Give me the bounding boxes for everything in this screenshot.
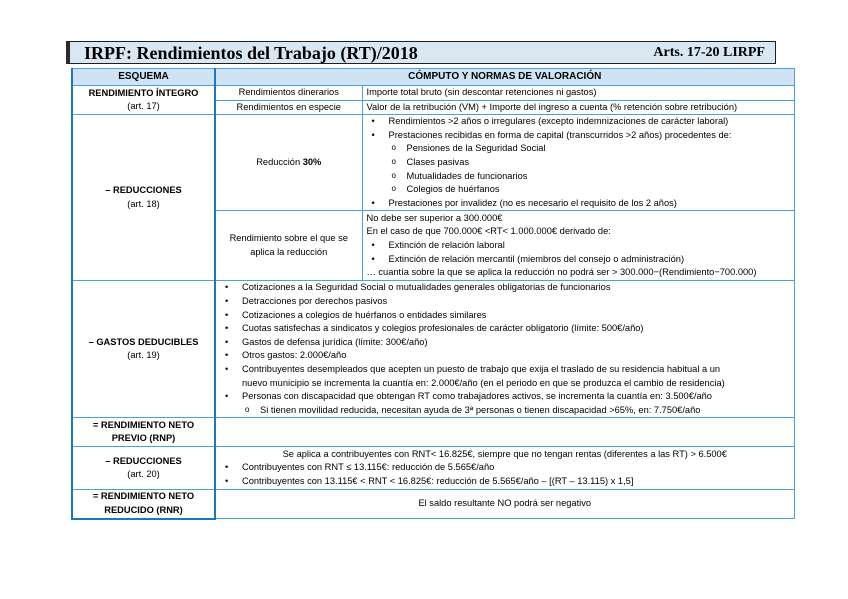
rnr-label-2: REDUCIDO (RNR) — [104, 505, 183, 516]
reducciones-label-cell — [72, 115, 215, 281]
base-line-2: En el caso de que 700.000€ <RT< 1.000.000€ derivado de: — [366, 226, 611, 237]
integro-value-2: Valor de la retribución (VM) + Importe del ingreso a cuenta (% retención sobre retribución) — [362, 100, 794, 115]
gastos-label-cell — [72, 281, 215, 418]
articles-reference: Arts. 17-20 LIRPF — [653, 45, 765, 60]
rnp-label-2: PREVIO (RNP) — [111, 433, 176, 444]
list-item: • Contribuyentes desempleados que acepten un puesto de trabajo que exija el traslado de su residencia habitual a un — [220, 363, 790, 377]
table-row — [72, 490, 794, 519]
header-esquema: ESQUEMA — [72, 69, 215, 86]
irpf-table — [71, 68, 795, 520]
table-row — [72, 281, 794, 418]
reducciones2-art: (art. 20) — [127, 469, 160, 480]
reducciones2-intro: Se aplica a contribuyentes con RNT< 16.825€, siempre que no tengan rentas (diferentes a las RT) > 6.500€ — [282, 448, 727, 459]
list-item: • Extinción de relación mercantil (miembros del consejo o administración) — [367, 253, 790, 267]
list-subitem: o Si tienen movilidad reducida, necesitan ayuda de 3ª personas o tienen discapacidad >65%, en: 7.750€/año — [220, 404, 790, 418]
reducciones2-detail — [215, 447, 794, 490]
reducciones-label: – REDUCCIONES — [105, 185, 182, 196]
reduccion-30-percent: 30% — [302, 156, 322, 167]
list-item: • Personas con discapacidad que obtengan RT como trabajadores activos, se incrementa la cuantía en: 3.500€/año — [220, 390, 790, 404]
list-item: • Contribuyentes con RNT ≤ 13.115€: reducción de 5.565€/año — [220, 461, 790, 475]
table-row — [72, 115, 794, 211]
list-item: • Otros gastos: 2.000€/año — [220, 349, 790, 363]
reduccion-30-prefix: Reducción — [256, 156, 303, 167]
rnp-detail — [215, 418, 794, 447]
gastos-label: – GASTOS DEDUCIBLES — [88, 336, 199, 347]
title-bar — [66, 41, 776, 64]
list-item: • Contribuyentes con 13.115€ < RNT < 16.825€: reducción de 5.565€/año – [(RT – 13.115) x 1,5] — [220, 475, 790, 489]
list-item: • Cotizaciones a la Seguridad Social o mutualidades generales obligatorias de funcionarios — [220, 281, 790, 295]
reducciones2-label: – REDUCCIONES — [105, 455, 182, 466]
integro-art: (art. 17) — [127, 101, 160, 112]
rnp-label-cell — [72, 418, 215, 447]
integro-concept-1: Rendimientos dinerarios — [215, 86, 362, 101]
table-header-row — [72, 69, 794, 86]
list-item-continuation: nuevo municipio se incrementa la cuantía en: 2.000€/año (en el periodo en que se produzca el cambio de residencia) — [242, 377, 725, 388]
reduccion-30-concept — [215, 115, 362, 211]
list-item: • Detracciones por derechos pasivos — [220, 295, 790, 309]
reduccion-base-concept: Rendimiento sobre el que se aplica la reducción — [215, 211, 362, 281]
list-subitem: o Clases pasivas — [367, 156, 790, 170]
rnr-label-cell — [72, 490, 215, 519]
reduccion-30-detail — [362, 115, 794, 211]
list-subitem: o Mutualidades de funcionarios — [367, 170, 790, 184]
gastos-art: (art. 19) — [127, 350, 160, 361]
list-item: • Prestaciones por invalidez (no es necesario el requisito de los 2 años) — [367, 197, 790, 211]
reducciones-art: (art. 18) — [127, 198, 160, 209]
base-line-1: No debe ser superior a 300.000€ — [366, 212, 503, 223]
rnr-label-1: = RENDIMIENTO NETO — [92, 491, 195, 502]
header-computo: CÓMPUTO Y NORMAS DE VALORACIÓN — [215, 69, 794, 86]
table-row — [72, 418, 794, 447]
list-item: • Extinción de relación laboral — [367, 239, 790, 253]
list-item: • Cuotas satisfechas a sindicatos y colegios profesionales de carácter obligatorio (límite: 500€/año) — [220, 322, 790, 336]
table-row — [72, 86, 794, 101]
base-line-3: … cuantía sobre la que se aplica la reducción no podrá ser > 300.000−(Rendimiento−700.000) — [366, 267, 757, 278]
table-row — [72, 447, 794, 490]
integro-label-cell — [72, 86, 215, 115]
page-title: IRPF: Rendimientos del Trabajo (RT)/2018 — [84, 43, 418, 63]
list-item: • Gastos de defensa jurídica (límite: 300€/año) — [220, 336, 790, 350]
reduccion-base-detail — [362, 211, 794, 281]
rnp-label-1: = RENDIMIENTO NETO — [92, 419, 195, 430]
rnr-note: El saldo resultante NO podrá ser negativo — [215, 490, 794, 519]
list-subitem: o Colegios de huérfanos — [367, 183, 790, 197]
reducciones2-label-cell — [72, 447, 215, 490]
list-item: • Cotizaciones a colegios de huérfanos o entidades similares — [220, 309, 790, 323]
integro-label: RENDIMIENTO ÍNTEGRO — [88, 87, 199, 98]
integro-value-1: Importe total bruto (sin descontar retenciones ni gastos) — [362, 86, 794, 101]
integro-concept-2: Rendimientos en especie — [215, 100, 362, 115]
list-item: • Rendimientos >2 años o irregulares (excepto indemnizaciones de carácter laboral) — [367, 115, 790, 129]
gastos-detail — [215, 281, 794, 418]
list-subitem: o Pensiones de la Seguridad Social — [367, 142, 790, 156]
list-item: • Prestaciones recibidas en forma de capital (transcurridos >2 años) procedentes de: — [367, 129, 790, 143]
